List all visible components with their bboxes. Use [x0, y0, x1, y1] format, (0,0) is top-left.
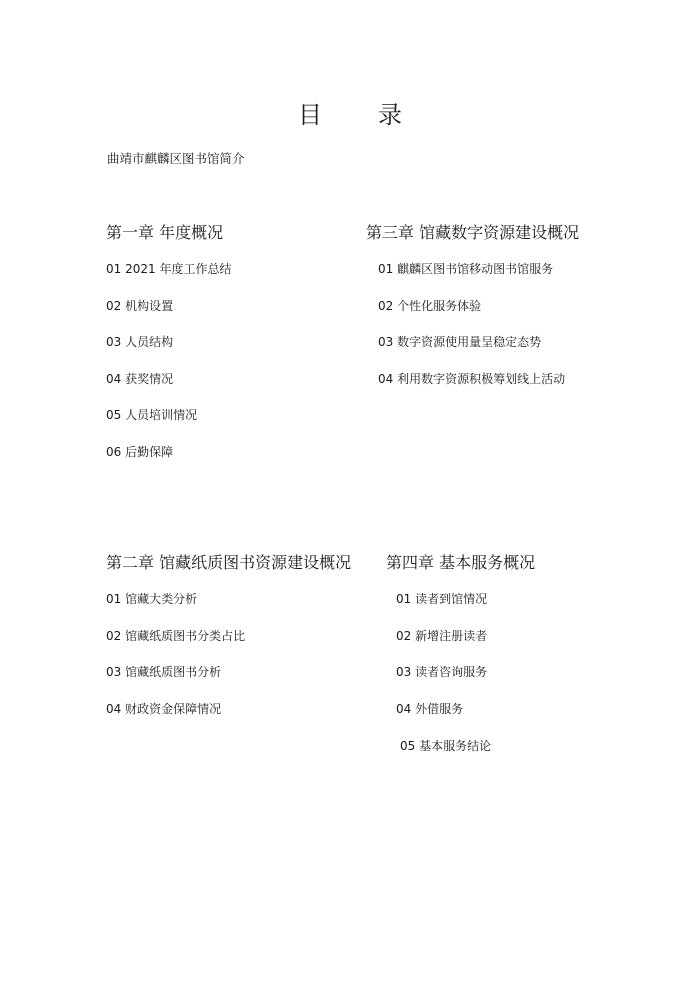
chapter-3-heading: 第三章 馆藏数字资源建设概况	[366, 223, 580, 242]
toc-item[interactable]: 04 获奖情况	[106, 372, 174, 386]
toc-item[interactable]: 03 读者咨询服务	[396, 665, 488, 679]
toc-item[interactable]: 05 基本服务结论	[400, 739, 492, 753]
page-title	[0, 98, 700, 132]
toc-item[interactable]: 01 馆藏大类分析	[106, 592, 198, 606]
toc-item[interactable]: 06 后勤保障	[106, 445, 174, 459]
toc-item[interactable]: 02 新增注册读者	[396, 629, 488, 643]
toc-item[interactable]: 01 麒麟区图书馆移动图书馆服务	[378, 262, 554, 276]
page-title-char-1: 目	[298, 101, 322, 129]
toc-item[interactable]: 01 2021 年度工作总结	[106, 262, 232, 276]
toc-item[interactable]: 04 外借服务	[396, 702, 464, 716]
toc-item[interactable]: 02 个性化服务体验	[378, 299, 482, 313]
toc-item[interactable]: 02 机构设置	[106, 299, 174, 313]
toc-intro-link[interactable]: 曲靖市麒麟区图书馆简介	[107, 151, 245, 166]
chapter-4-heading: 第四章 基本服务概况	[386, 553, 536, 572]
chapter-2-heading: 第二章 馆藏纸质图书资源建设概况	[106, 553, 352, 572]
toc-item[interactable]: 02 馆藏纸质图书分类占比	[106, 629, 246, 643]
chapter-1-heading: 第一章 年度概况	[106, 223, 224, 242]
toc-item[interactable]: 05 人员培训情况	[106, 408, 198, 422]
toc-item[interactable]: 03 数字资源使用量呈稳定态势	[378, 335, 542, 349]
toc-item[interactable]: 04 利用数字资源积极筹划线上活动	[378, 372, 566, 386]
page-title-char-2: 录	[378, 101, 402, 129]
toc-item[interactable]: 01 读者到馆情况	[396, 592, 488, 606]
toc-item[interactable]: 03 人员结构	[106, 335, 174, 349]
toc-item[interactable]: 04 财政资金保障情况	[106, 702, 222, 716]
toc-item[interactable]: 03 馆藏纸质图书分析	[106, 665, 222, 679]
